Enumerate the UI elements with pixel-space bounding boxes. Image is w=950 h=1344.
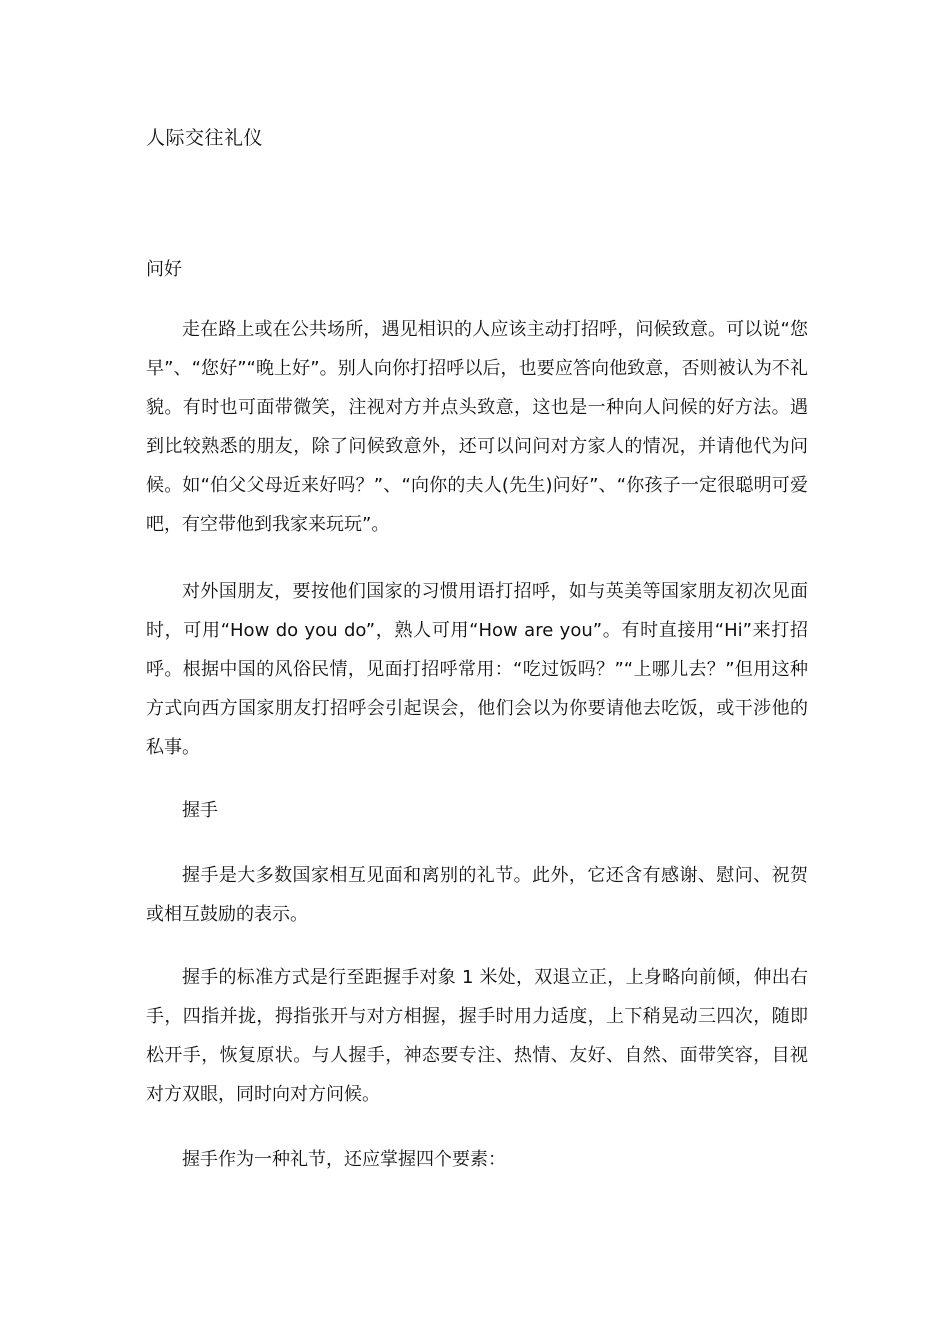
paragraph-handshake-2: 握手的标准方式是行至距握手对象 1 米处，双退立正，上身略向前倾，伸出右手，四指并拢，拇指张开与对方相握，握手时用力适度，上下稍晃动三四次，随即松开手，恢复原状。与人握手，神态要专注、热情、友好、自然、面带笑容，目视对方双眼，同时向对方问候。 bbox=[146, 967, 808, 1105]
paragraph-handshake-1: 握手是大多数国家相互见面和离别的礼节。此外，它还含有感谢、慰问、祝贺或相互鼓励的表示。 bbox=[146, 865, 808, 925]
document-title: 人际交往礼仪 bbox=[146, 127, 264, 149]
paragraph-handshake-3: 握手作为一种礼节，还应掌握四个要素： bbox=[182, 1149, 506, 1170]
paragraph-greeting-2: 对外国朋友，要按他们国家的习惯用语打招呼，如与英美等国家朋友初次见面时，可用“How do you do”，熟人可用“How are you”。有时直接用“Hi”来打招呼。根据中国的风俗民情，见面打招呼常用：“吃过饭吗？”“上哪儿去？”但用这种方式向西方国家朋友打招呼会引起误会，他们会以为你要请他去吃饭，或干涉他的私事。 bbox=[146, 581, 808, 758]
section-heading-greeting: 问好 bbox=[146, 259, 182, 280]
section-heading-handshake: 握手 bbox=[182, 800, 218, 821]
paragraph-greeting-1: 走在路上或在公共场所，遇见相识的人应该主动打招呼，问候致意。可以说“您早”、“您好”“晚上好”。别人向你打招呼以后，也要应答向他致意，否则被认为不礼貌。有时也可面带微笑，注视对方并点头致意，这也是一种向人问候的好方法。遇到比较熟悉的朋友，除了问候致意外，还可以问问对方家人的情况，并请他代为问候。如“伯父父母近来好吗？”、“向你的夫人(先生)问好”、“你孩子一定很聪明可爱吧，有空带他到我家来玩玩”。 bbox=[146, 319, 808, 535]
